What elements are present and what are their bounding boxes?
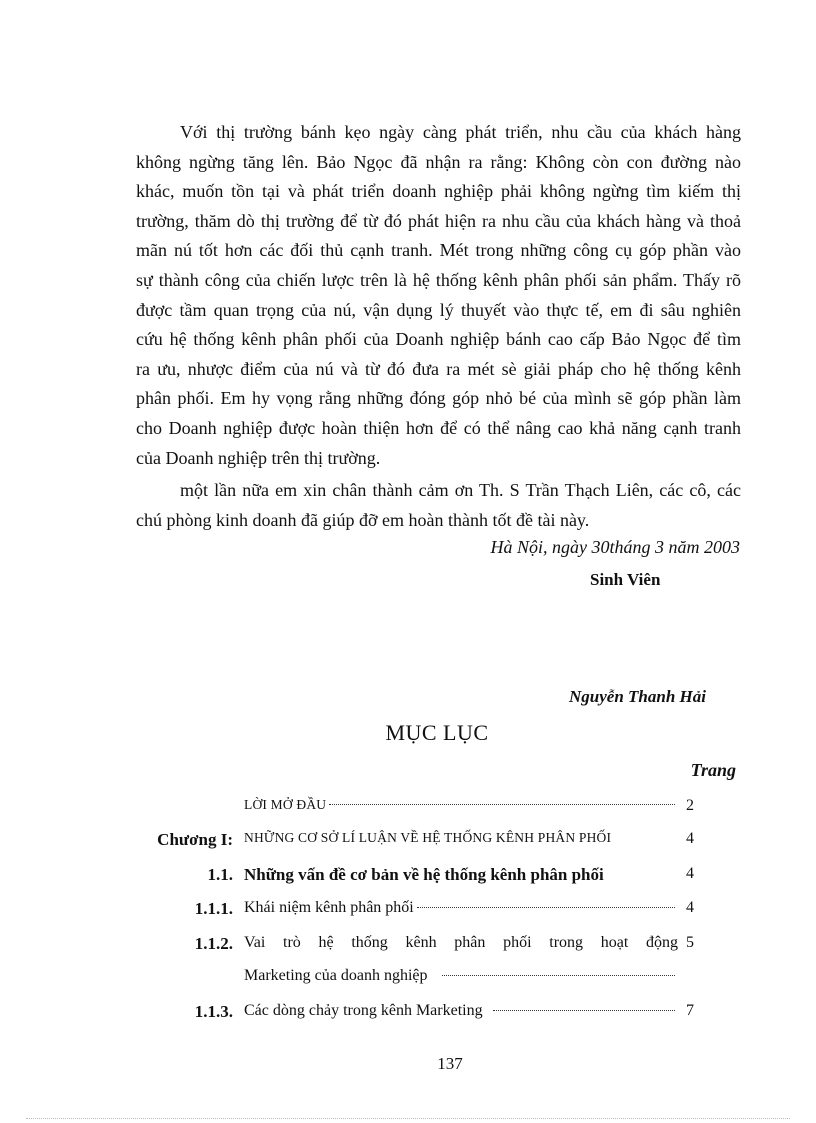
signature-date: Hà Nội, ngày 30tháng 3 năm 2003 (490, 537, 740, 557)
toc-entry-text (244, 865, 678, 885)
toc-entry-page: 4 (686, 830, 694, 847)
toc-leader-dots (493, 1010, 675, 1011)
paragraph-line: một lần nữa em xin chân thành cảm ơn Th. S Trần Thạch Liên, các cô, các (180, 480, 741, 500)
toc-entry-page: 4 (686, 899, 694, 916)
toc-entry-label: NHỮNG CƠ SỞ LÍ LUẬN VỀ HỆ THỐNG KÊNH PHÂN PHỐI (244, 830, 612, 845)
paragraph-line: được tầm quan trọng của nú, vận dụng lý thuyết vào thực tế, em đi sâu nghiên (136, 299, 741, 320)
toc-entry-text (244, 899, 678, 917)
paragraph-line: cứu hệ thống kênh phân phối của Doanh nghiệp bánh cao cấp Bảo Ngọc để tìm (136, 329, 741, 350)
toc-entry-text (244, 1002, 678, 1020)
toc-entry-label: Những vấn đề cơ bản về hệ thống kênh phân phối (244, 865, 604, 884)
toc-entry-number: 1.1.1. (194, 899, 233, 918)
toc-entry-text (244, 797, 678, 813)
toc-entry-page: 4 (686, 865, 694, 882)
paragraph-line: chú phòng kinh doanh đã giúp đỡ em hoàn thành tốt đề tài này. (136, 509, 590, 530)
page-number: 137 (437, 1054, 463, 1073)
toc-entry-page: 5 (686, 934, 694, 951)
footer-divider (26, 1118, 790, 1119)
toc-entry-number: 1.1.2. (194, 934, 233, 953)
toc-leader-dots (329, 804, 675, 805)
toc-leader-dots (442, 975, 676, 976)
paragraph-line: Với thị trường bánh kẹo ngày càng phát triển, nhu cầu của khách hàng (180, 122, 741, 142)
paragraph-line: sự thành công của chiến lược trên là hệ thống kênh phân phối sản phẩm. Thấy rõ (136, 269, 741, 290)
paragraph-line: mãn nú tốt hơn các đối thủ cạnh tranh. Mét trong những công cụ góp phần vào (136, 240, 741, 261)
toc-entry-label: Khái niệm kênh phân phối (244, 899, 414, 916)
toc-entry-label: LỜI MỞ ĐẦU (244, 797, 327, 812)
toc-entry-number: 1.1.3. (194, 1002, 233, 1021)
intro-paragraph (136, 118, 741, 473)
paragraph-line: phân phối. Em hy vọng rằng những đóng góp nhỏ bé của mình sẽ góp phần làm (136, 388, 741, 409)
toc-leader-dots (417, 907, 675, 908)
paragraph-line: khác, muốn tồn tại và phát triển doanh nghiệp phải không ngừng tìm kiếm thị (136, 181, 741, 202)
toc-entry-label: Vai trò hệ thống kênh phân phối trong hoạt động (244, 934, 678, 951)
toc-entry-text (244, 967, 678, 985)
toc-entry-page: 2 (686, 797, 694, 814)
signature-title: Sinh Viên (590, 570, 661, 589)
toc-entry-number: 1.1. (207, 865, 233, 884)
paragraph-line: của Doanh nghiệp trên thị trường. (136, 447, 381, 468)
toc-entry-page: 7 (686, 1002, 694, 1019)
signature-name: Nguyễn Thanh Hải (569, 687, 706, 706)
toc-title: MỤC LỤC (385, 720, 489, 745)
toc-page-column-header: Trang (690, 760, 736, 780)
paragraph-line: trường, thăm dò thị trường để từ đó phát hiện ra nhu cầu của khách hàng và thoả (136, 210, 741, 231)
toc-entry-label: Marketing của doanh nghiệp (244, 967, 428, 984)
paragraph-line: ra ưu, nhược điểm của nú và từ đó đưa ra mét sè giải pháp cho hệ thống kênh (136, 358, 741, 379)
thanks-paragraph (136, 476, 741, 535)
toc-entry-label: Các dòng chảy trong kênh Marketing (244, 1002, 483, 1019)
toc-entry-text (244, 830, 678, 846)
paragraph-line: cho Doanh nghiệp được hoàn thiện hơn để có thể nâng cao khả năng cạnh tranh (136, 417, 741, 438)
toc-entry-number: Chương I: (157, 830, 233, 849)
paragraph-line: không ngừng tăng lên. Bảo Ngọc đã nhận ra rằng: Không còn con đường nào (136, 151, 741, 172)
